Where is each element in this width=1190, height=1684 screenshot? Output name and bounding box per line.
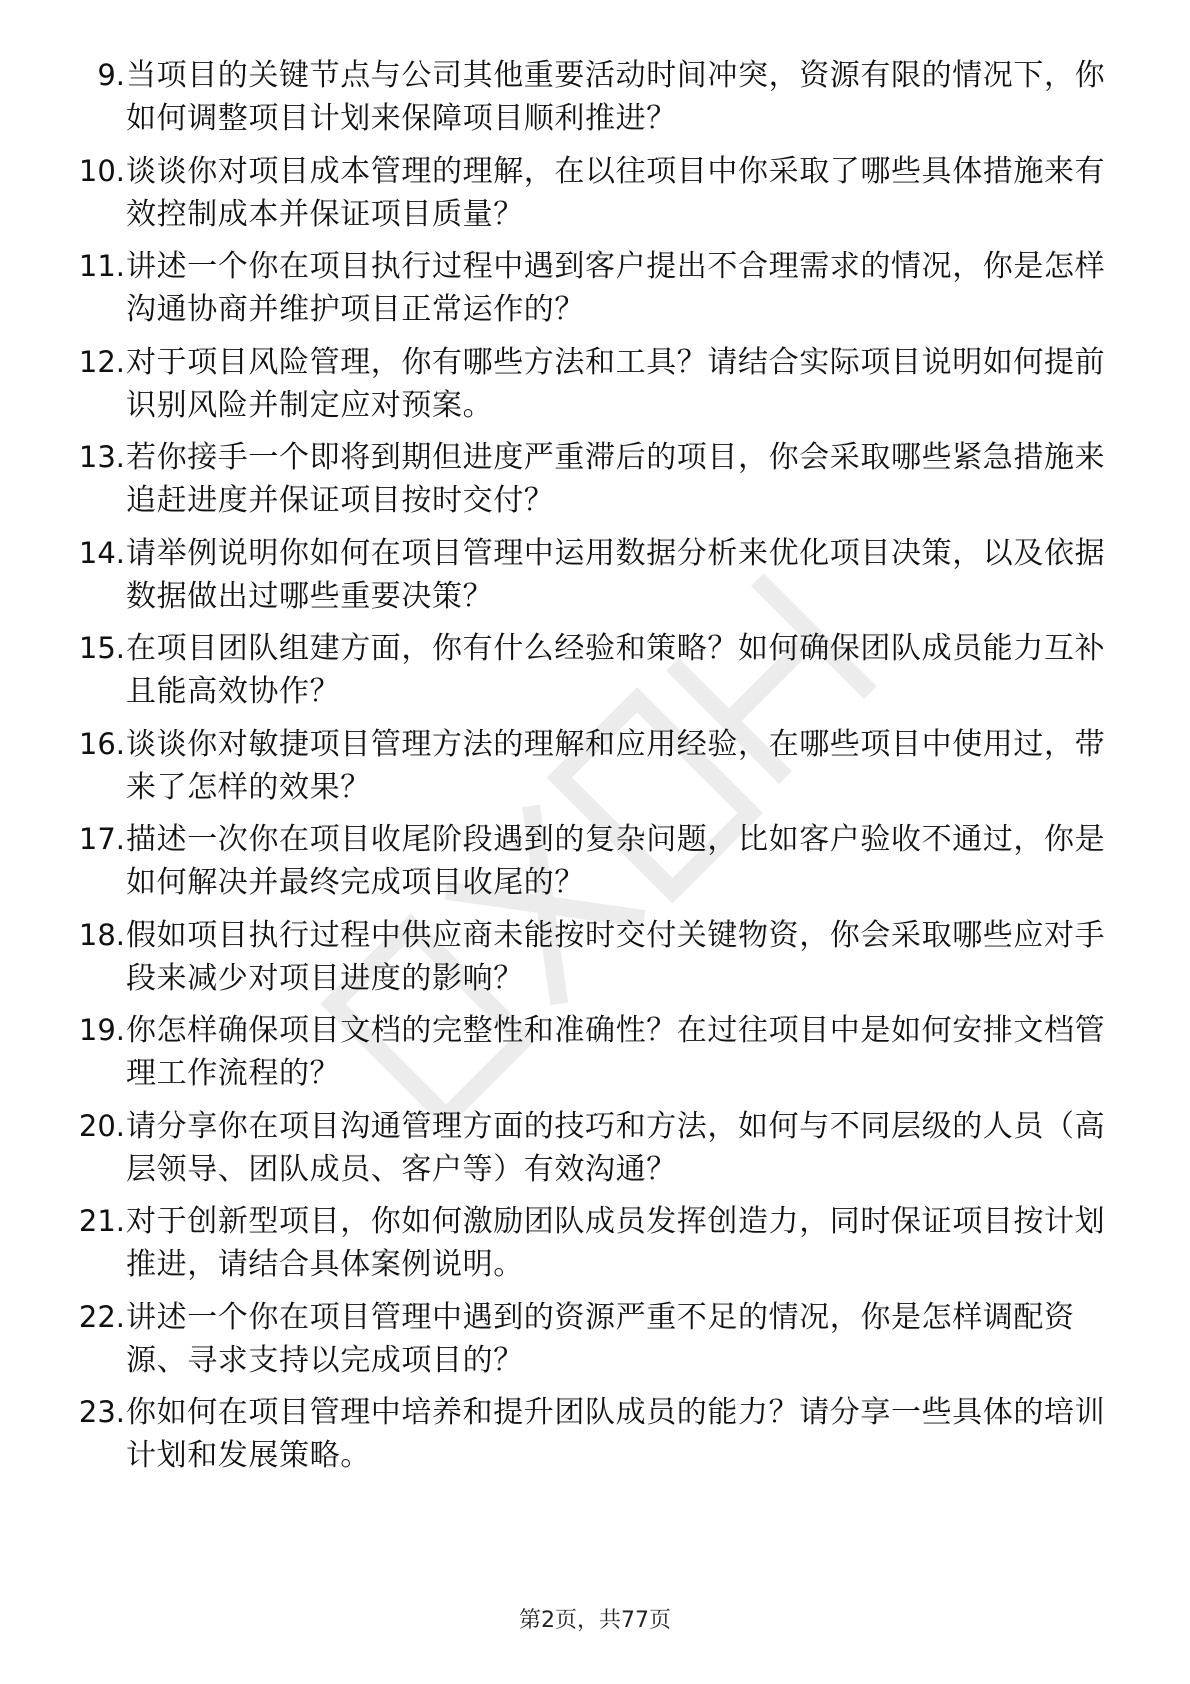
question-number: 9. <box>97 58 125 92</box>
question-text: 描述一次你在项目收尾阶段遇到的复杂问题，比如客户验收不通过，你是如何解决并最终完成项目收尾的？ <box>126 822 1106 900</box>
question-item-15 <box>58 627 1118 715</box>
question-number: 10. <box>78 153 125 188</box>
question-item-19 <box>58 1009 1118 1097</box>
question-text: 假如项目执行过程中供应商未能按时交付关键物资，你会采取哪些应对手段来减少对项目进度的影响？ <box>126 917 1106 996</box>
question-text: 谈谈你对项目成本管理的理解，在以往项目中你采取了哪些具体措施来有效控制成本并保证项目质量？ <box>126 153 1106 232</box>
question-item-23 <box>58 1391 1118 1479</box>
question-item-16 <box>58 723 1118 811</box>
question-number: 19. <box>78 1013 125 1047</box>
question-item-9 <box>58 54 1118 142</box>
question-item-18 <box>58 914 1118 1002</box>
question-number: 22. <box>78 1299 125 1334</box>
question-item-11 <box>58 245 1118 333</box>
question-number: 15. <box>78 631 125 665</box>
question-item-13 <box>58 436 1118 524</box>
question-text: 讲述一个你在项目执行过程中遇到客户提出不合理需求的情况，你是怎样沟通协商并维护项目正常运作的？ <box>126 249 1106 327</box>
question-text: 请分享你在项目沟通管理方面的技巧和方法，如何与不同层级的人员（高层领导、团队成员、客户等）有效沟通？ <box>126 1108 1106 1187</box>
question-item-22 <box>58 1296 1118 1384</box>
question-text: 你怎样确保项目文档的完整性和准确性？在过往项目中是如何安排文档管理工作流程的？ <box>126 1013 1106 1091</box>
question-text: 若你接手一个即将到期但进度严重滞后的项目，你会采取哪些紧急措施来追赶进度并保证项目按时交付？ <box>126 440 1106 518</box>
question-item-10 <box>58 150 1118 238</box>
question-number: 18. <box>78 917 125 952</box>
page-footer: 第2页，共77页 <box>519 1608 671 1633</box>
question-text: 在项目团队组建方面，你有什么经验和策略？如何确保团队成员能力互补且能高效协作？ <box>126 631 1106 709</box>
question-number: 17. <box>78 822 125 856</box>
question-item-21 <box>58 1200 1118 1288</box>
question-text: 请举例说明你如何在项目管理中运用数据分析来优化项目决策，以及依据数据做出过哪些重要决策？ <box>126 535 1106 614</box>
question-number: 23. <box>78 1395 125 1429</box>
question-list <box>58 54 1118 1487</box>
question-text: 当项目的关键节点与公司其他重要活动时间冲突，资源有限的情况下，你如何调整项目计划来保障项目顺利推进？ <box>126 58 1106 136</box>
question-text: 讲述一个你在项目管理中遇到的资源严重不足的情况，你是怎样调配资源、寻求支持以完成项目的？ <box>126 1299 1075 1378</box>
question-text: 对于创新型项目，你如何激励团队成员发挥创造力，同时保证项目按计划推进，请结合具体案例说明。 <box>126 1204 1106 1282</box>
question-text: 对于项目风险管理，你有哪些方法和工具？请结合实际项目说明如何提前识别风险并制定应对预案。 <box>126 344 1106 423</box>
question-text: 你如何在项目管理中培养和提升团队成员的能力？请分享一些具体的培训计划和发展策略。 <box>126 1395 1106 1473</box>
question-text: 谈谈你对敏捷项目管理方法的理解和应用经验，在哪些项目中使用过，带来了怎样的效果？ <box>126 726 1106 805</box>
question-number: 12. <box>78 344 125 379</box>
question-item-12 <box>58 341 1118 429</box>
question-number: 21. <box>78 1204 125 1238</box>
question-number: 20. <box>78 1108 125 1143</box>
question-number: 16. <box>78 726 125 761</box>
question-item-17 <box>58 818 1118 906</box>
question-number: 13. <box>78 440 125 474</box>
question-number: 14. <box>78 535 125 570</box>
question-item-20 <box>58 1105 1118 1193</box>
question-item-14 <box>58 532 1118 620</box>
question-number: 11. <box>78 249 125 283</box>
